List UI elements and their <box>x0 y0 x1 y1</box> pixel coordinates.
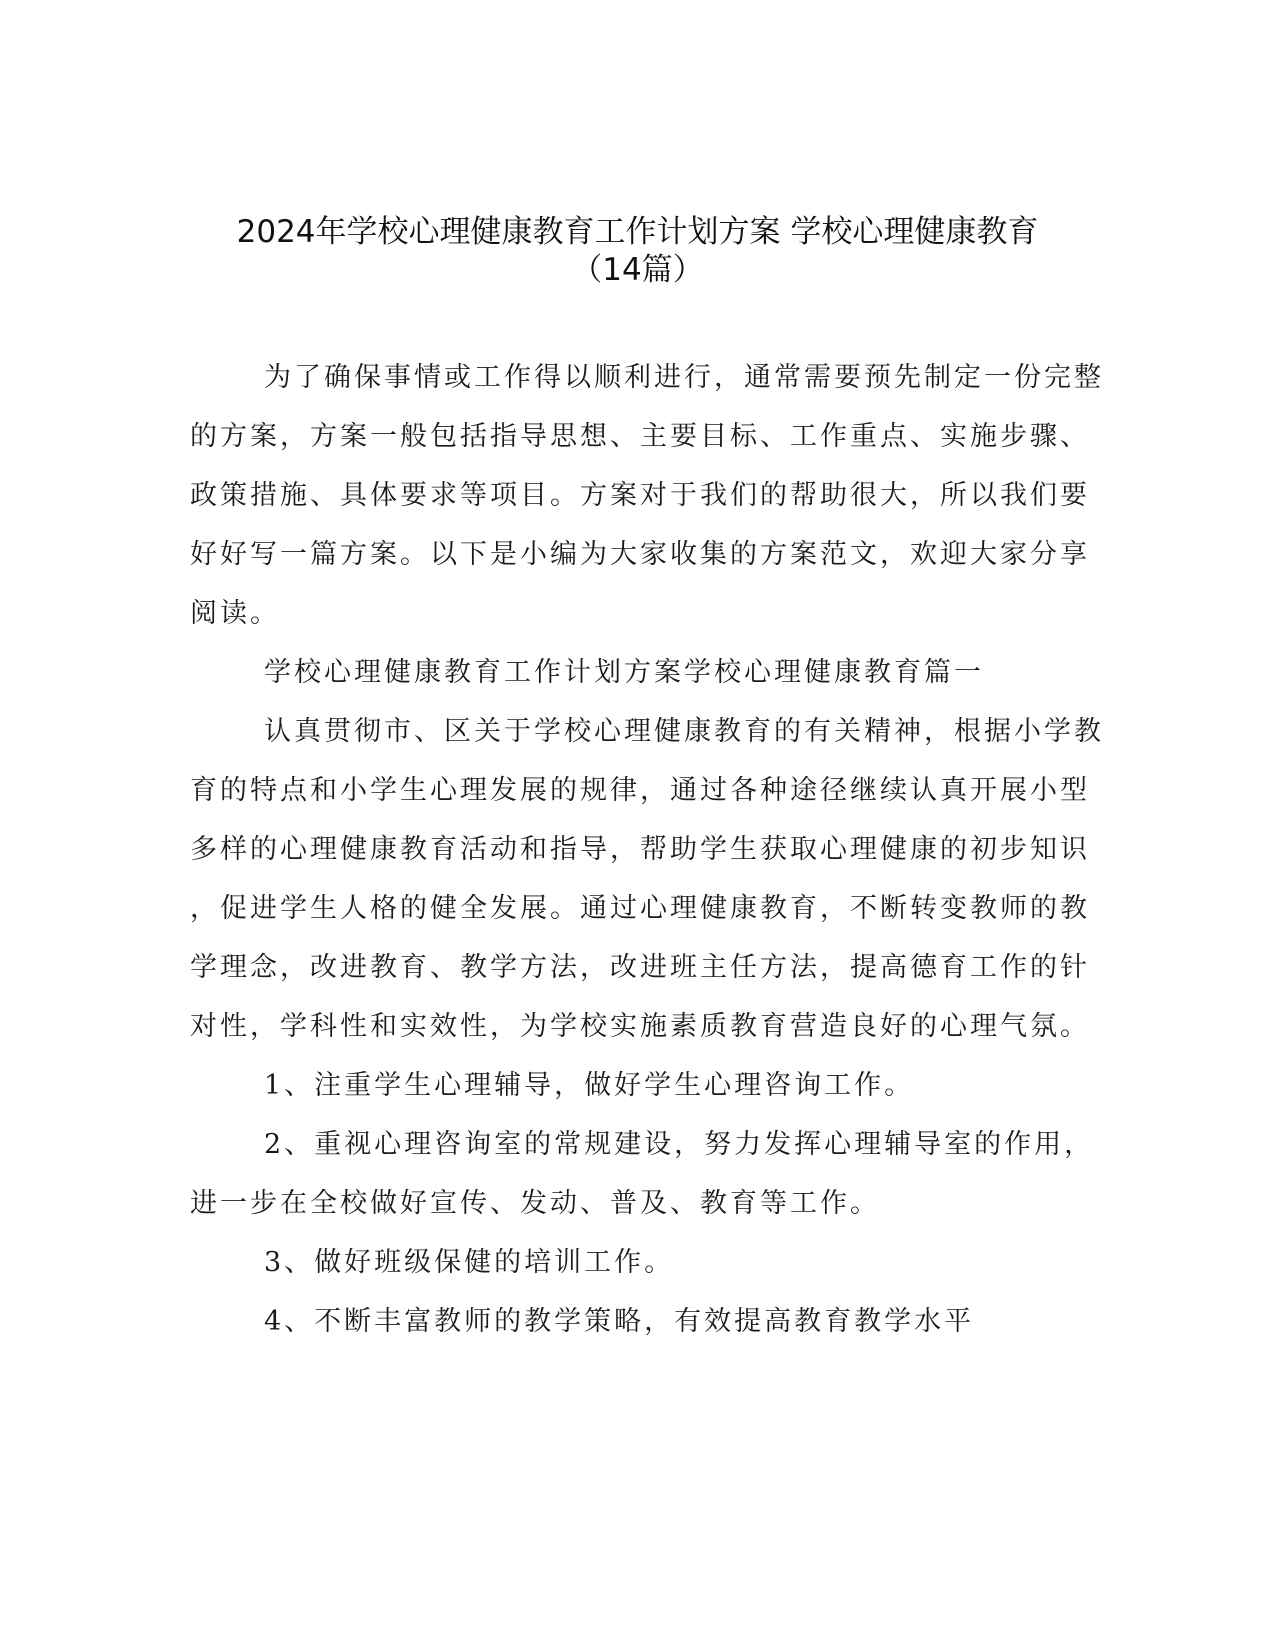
document-title-line-1: 2024年学校心理健康教育工作计划方案 学校心理健康教育 <box>236 214 1039 250</box>
paragraph-line: 政策措施、具体要求等项目。方案对于我们的帮助很大，所以我们要 <box>190 480 1090 511</box>
section-heading: 学校心理健康教育工作计划方案学校心理健康教育篇一 <box>264 657 984 688</box>
list-item-continuation: 进一步在全校做好宣传、发动、普及、教育等工作。 <box>190 1188 880 1219</box>
list-item: 3、做好班级保健的培训工作。 <box>264 1247 675 1278</box>
paragraph-line: 的方案，方案一般包括指导思想、主要目标、工作重点、实施步骤、 <box>190 421 1090 452</box>
paragraph-line: 好好写一篇方案。以下是小编为大家收集的方案范文，欢迎大家分享 <box>190 539 1090 570</box>
list-item: 1、注重学生心理辅导，做好学生心理咨询工作。 <box>264 1070 915 1101</box>
paragraph-line: 学理念，改进教育、教学方法，改进班主任方法，提高德育工作的针 <box>190 952 1090 983</box>
paragraph-line: 认真贯彻市、区关于学校心理健康教育的有关精神，根据小学教 <box>264 716 1104 747</box>
paragraph-line: 为了确保事情或工作得以顺利进行，通常需要预先制定一份完整 <box>264 362 1104 393</box>
list-item: 4、不断丰富教师的教学策略，有效提高教育教学水平 <box>264 1306 975 1337</box>
paragraph-line: 育的特点和小学生心理发展的规律，通过各种途径继续认真开展小型 <box>190 775 1090 806</box>
paragraph-line: 阅读。 <box>190 598 280 629</box>
paragraph-line: 对性，学科性和实效性，为学校实施素质教育营造良好的心理气氛。 <box>190 1011 1090 1042</box>
paragraph-line: 多样的心理健康教育活动和指导，帮助学生获取心理健康的初步知识 <box>190 834 1090 865</box>
list-item: 2、重视心理咨询室的常规建设，努力发挥心理辅导室的作用， <box>264 1129 1095 1160</box>
paragraph-line: ，促进学生人格的健全发展。通过心理健康教育，不断转变教师的教 <box>190 893 1090 924</box>
document-title-line-2: （14篇） <box>571 252 704 288</box>
